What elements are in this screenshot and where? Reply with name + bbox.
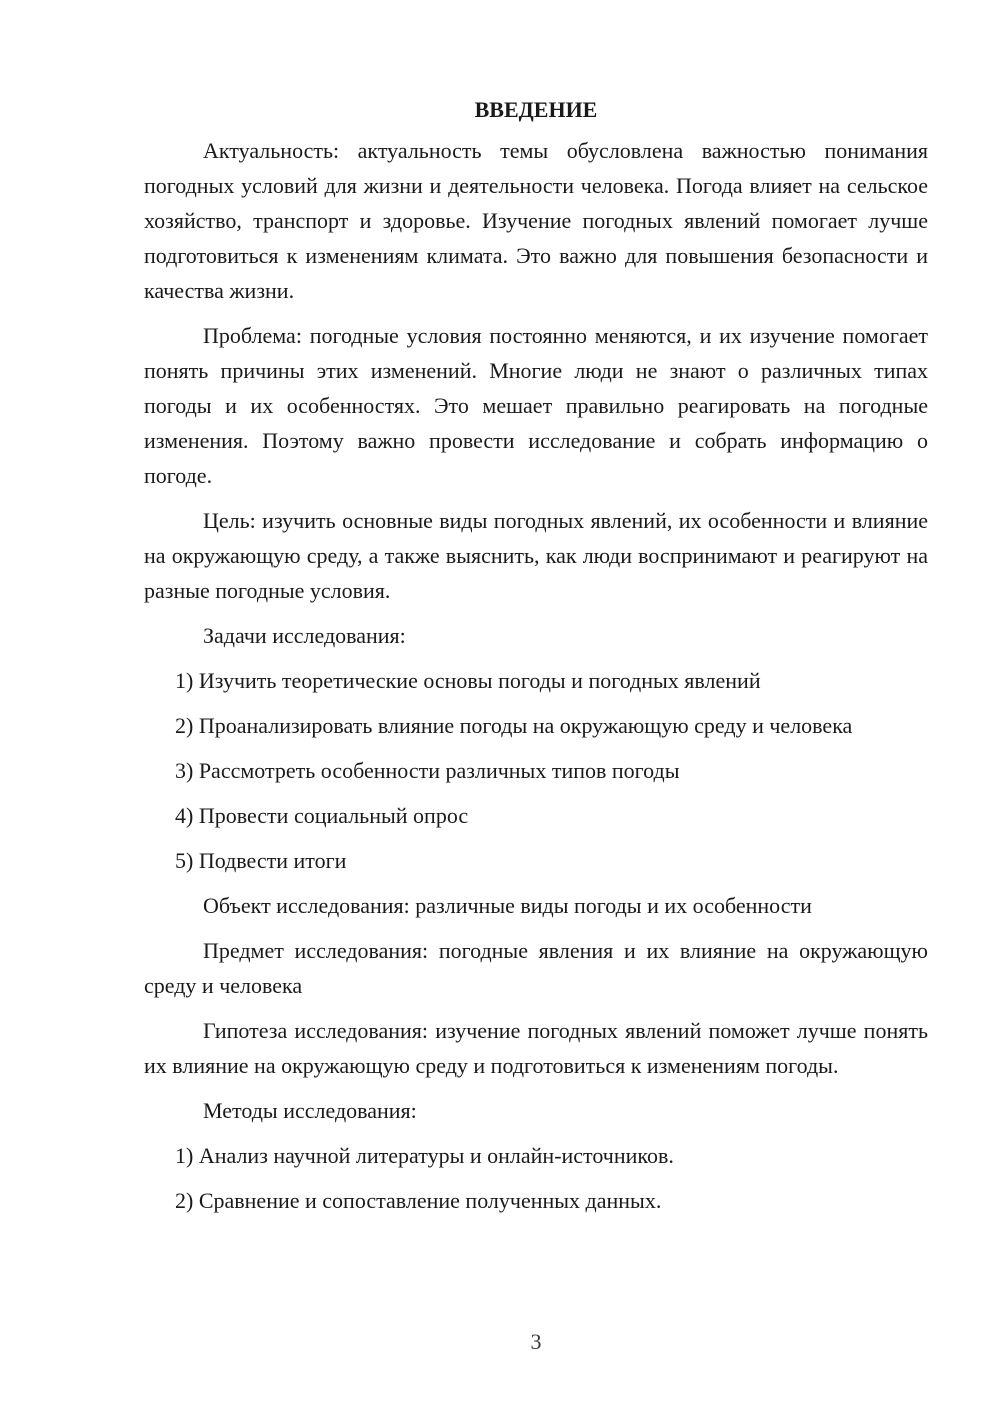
page-title: ВВЕДЕНИЕ <box>474 97 598 122</box>
list-item-method: 2) Сравнение и сопоставление полученных данных. <box>175 1188 662 1213</box>
list-item-task: 1) Изучить теоретические основы погоды и погодных явлений <box>175 668 761 693</box>
tasks-heading: Задачи исследования: <box>203 623 406 648</box>
list-item-task: 4) Провести социальный опрос <box>175 803 469 828</box>
paragraph-relevance: Актуальность: актуальность темы обусловлена важностью понимания погодных условий для жизни и деятельности человека. Погода влияет на сельское хозяйство, транспорт и здоровье. Изучение погодных явлений помогает лучше подготовиться к изменениям климата. Это важно для повышения безопасности и качества жизни. <box>144 138 928 303</box>
paragraph-object: Объект исследования: различные виды погоды и их особенности <box>203 893 812 918</box>
page-content <box>144 92 928 1228</box>
list-item-task: 3) Рассмотреть особенности различных типов погоды <box>175 758 680 783</box>
paragraph-subject: Предмет исследования: погодные явления и их влияние на окружающую среду и человека <box>144 938 928 998</box>
page-number: 3 <box>530 1329 542 1354</box>
paragraph-problem: Проблема: погодные условия постоянно меняются, и их изучение помогает понять причины этих изменений. Многие люди не знают о различных типах погоды и их особенностях. Это мешает правильно реагировать на погодные изменения. Поэтому важно провести исследование и собрать информацию о погоде. <box>144 323 928 488</box>
list-item-task: 5) Подвести итоги <box>175 848 347 873</box>
paragraph-goal: Цель: изучить основные виды погодных явлений, их особенности и влияние на окружающую среду, а также выяснить, как люди воспринимают и реагируют на разные погодные условия. <box>144 508 928 603</box>
methods-heading: Методы исследования: <box>203 1098 417 1123</box>
paragraph-hypothesis: Гипотеза исследования: изучение погодных явлений поможет лучше понять их влияние на окружающую среду и подготовиться к изменениям погоды. <box>144 1018 928 1078</box>
list-item-method: 1) Анализ научной литературы и онлайн-источников. <box>175 1143 674 1168</box>
list-item-task: 2) Проанализировать влияние погоды на окружающую среду и человека <box>175 713 853 738</box>
